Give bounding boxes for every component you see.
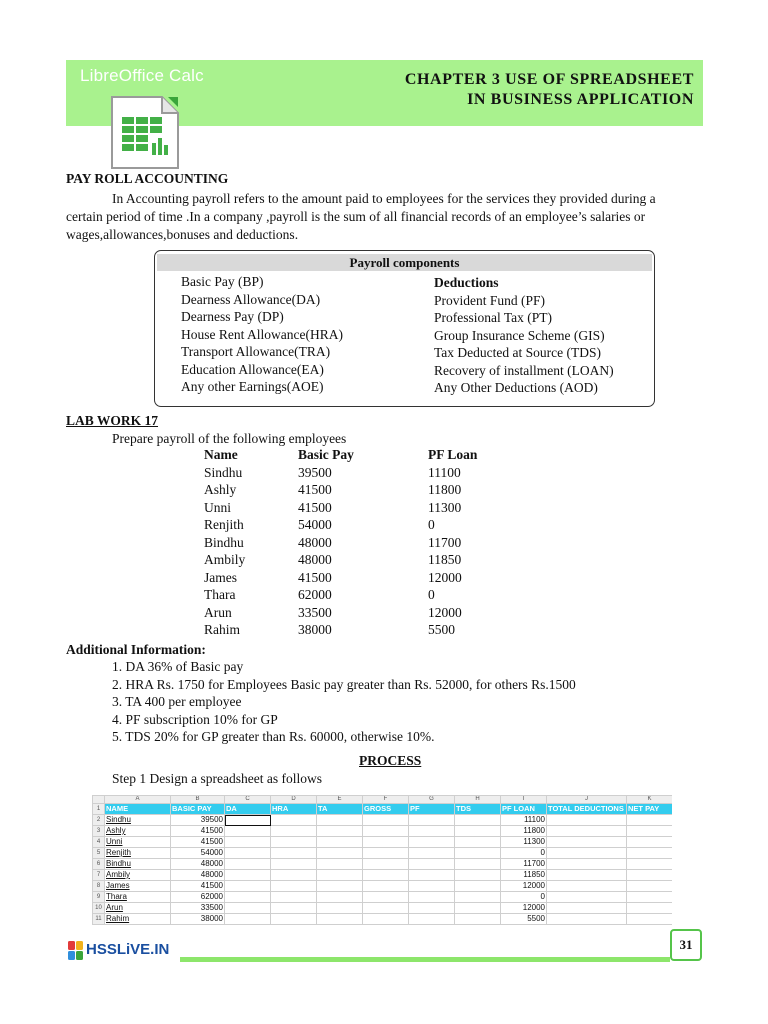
employee-row [204,622,508,640]
employee-row [204,465,508,483]
row-number: 5 [93,848,105,859]
sheet-empty-cell[interactable] [225,837,271,848]
sheet-empty-cell[interactable] [363,859,409,870]
column-letter: B [171,796,225,804]
sheet-empty-cell[interactable] [409,903,455,914]
sheet-empty-cell[interactable] [317,914,363,925]
sheet-row [93,826,673,837]
employee-row [204,517,508,535]
info-item: 5. TDS 20% for GP greater than Rs. 60000, otherwise 10%. [112,729,435,744]
sheet-empty-cell[interactable] [455,892,501,903]
employee-name: Ambily [204,552,246,567]
sheet-empty-cell[interactable] [455,848,501,859]
sheet-empty-cell[interactable] [409,859,455,870]
info-item: 1. DA 36% of Basic pay [112,659,244,674]
column-header-basic-pay: Basic Pay [298,447,354,462]
sheet-empty-cell[interactable] [547,837,627,848]
sheet-name-cell[interactable]: Ashly [105,826,171,837]
spreadsheet-screenshot [92,795,672,926]
row-number: 3 [93,826,105,837]
sheet-empty-cell[interactable] [627,914,673,925]
sheet-name-cell[interactable]: Bindhu [105,859,171,870]
sheet-row [93,837,673,848]
info-item: 2. HRA Rs. 1750 for Employees Basic pay greater than Rs. 52000, for others Rs.1500 [112,676,576,692]
earning-item: Basic Pay (BP) [181,274,264,289]
app-title: LibreOffice Calc [80,66,204,85]
sheet-empty-cell[interactable] [409,914,455,925]
sheet-empty-cell[interactable] [271,859,317,870]
sheet-header-cell[interactable]: PF LOAN [501,804,547,815]
sheet-empty-cell[interactable] [363,848,409,859]
sheet-empty-cell[interactable] [363,815,409,826]
employee-name: James [204,569,237,585]
sheet-row [93,848,673,859]
sheet-name-cell[interactable]: Sindhu [105,815,171,826]
employee-pf-loan: 0 [428,517,435,532]
employee-name: Renjith [204,517,244,532]
deductions-list [434,274,614,397]
sheet-header-cell[interactable]: DA [225,804,271,815]
paragraph-line-2: certain period of time .In a company ,payroll is the sum of all financial records of an employee’s salaries or [66,209,646,224]
employee-name: Unni [204,499,231,515]
column-letter: G [409,796,455,804]
deduction-item: Group Insurance Scheme (GIS) [434,327,605,343]
sheet-row [93,815,673,826]
sheet-header-cell[interactable]: BASIC PAY [171,804,225,815]
sheet-empty-cell[interactable] [271,826,317,837]
sheet-empty-cell[interactable] [627,881,673,892]
sheet-empty-cell[interactable] [317,815,363,826]
sheet-row [93,870,673,881]
info-item: 3. TA 400 per employee [112,694,242,709]
sheet-empty-cell[interactable] [271,815,317,826]
sheet-loan-cell[interactable]: 0 [501,892,547,903]
sheet-row [93,892,673,903]
sheet-empty-cell[interactable] [363,870,409,881]
sheet-empty-cell[interactable] [547,914,627,925]
header-row [93,804,673,815]
sheet-empty-cell[interactable] [317,859,363,870]
deduction-item: Recovery of installment (LOAN) [434,362,614,378]
sheet-basic-cell[interactable]: 54000 [171,848,225,859]
sheet-empty-cell[interactable] [317,881,363,892]
column-letter: H [455,796,501,804]
earning-item: Dearness Allowance(DA) [181,291,321,307]
sheet-basic-cell[interactable]: 41500 [171,826,225,837]
sheet-empty-cell[interactable] [627,859,673,870]
sheet-loan-cell[interactable]: 11100 [501,815,547,826]
sheet-empty-cell[interactable] [409,892,455,903]
sheet-loan-cell[interactable]: 12000 [501,903,547,914]
sheet-empty-cell[interactable] [271,892,317,903]
column-letter: I [501,796,547,804]
paragraph-line-1: In Accounting payroll refers to the amount paid to employees for the services they provided during a [112,191,656,206]
sheet-name-cell[interactable]: Ambily [105,870,171,881]
column-header-pf-loan: PF Loan [428,447,478,462]
employee-pf-loan: 11800 [428,482,462,497]
sheet-empty-cell[interactable] [225,881,271,892]
employee-basic-pay: 39500 [298,464,332,480]
sheet-loan-cell[interactable]: 11700 [501,859,547,870]
sheet-empty-cell[interactable] [271,870,317,881]
sheet-loan-cell[interactable]: 11800 [501,826,547,837]
sheet-name-cell[interactable]: James [105,881,171,892]
sheet-loan-cell[interactable]: 11850 [501,870,547,881]
sheet-empty-cell[interactable] [225,826,271,837]
sheet-empty-cell[interactable] [271,881,317,892]
sheet-header-cell[interactable]: TOTAL DEDUCTIONS [547,804,627,815]
sheet-empty-cell[interactable] [271,914,317,925]
sheet-empty-cell[interactable] [363,881,409,892]
sheet-empty-cell[interactable] [317,870,363,881]
row-number: 9 [93,892,105,903]
chapter-title-line-1: CHAPTER 3 USE OF SPREADSHEET [404,71,694,88]
sheet-empty-cell[interactable] [225,859,271,870]
sheet-name-cell[interactable]: Thara [105,892,171,903]
sheet-empty-cell[interactable] [627,892,673,903]
employee-basic-pay: 48000 [298,552,332,567]
sheet-empty-cell[interactable] [409,881,455,892]
employee-name: Thara [204,587,236,602]
sheet-empty-cell[interactable] [627,837,673,848]
process-title: PROCESS [359,753,422,768]
earning-item: House Rent Allowance(HRA) [181,326,343,342]
sheet-empty-cell[interactable] [363,903,409,914]
sheet-empty-cell[interactable] [317,848,363,859]
sheet-empty-cell[interactable] [547,892,627,903]
sheet-empty-cell[interactable] [225,914,271,925]
row-number: 1 [93,804,105,815]
sheet-header-cell[interactable]: HRA [271,804,317,815]
sheet-name-cell[interactable]: Arun [105,903,171,914]
sheet-empty-cell[interactable] [409,870,455,881]
employee-row [204,552,508,570]
sheet-empty-cell[interactable] [455,859,501,870]
sheet-empty-cell[interactable] [363,914,409,925]
sheet-basic-cell[interactable]: 48000 [171,859,225,870]
employee-name: Bindhu [204,534,244,550]
earning-item: Any other Earnings(AOE) [181,379,324,394]
earning-item: Transport Allowance(TRA) [181,344,331,359]
sheet-empty-cell[interactable] [271,848,317,859]
deduction-item: Provident Fund (PF) [434,292,546,308]
deductions-heading: Deductions [434,275,499,290]
employee-row [204,535,508,553]
employee-basic-pay: 48000 [298,534,332,550]
employee-pf-loan: 0 [428,587,435,602]
employee-row [204,605,508,623]
employee-basic-pay: 41500 [298,499,332,515]
earning-item: Dearness Pay (DP) [181,309,284,324]
footer-site-name: HSSLiVE.IN [86,941,170,958]
sheet-row [93,881,673,892]
sheet-empty-cell[interactable] [455,837,501,848]
deduction-item: Professional Tax (PT) [434,310,553,325]
employee-basic-pay: 41500 [298,482,332,497]
employee-pf-loan: 12000 [428,569,462,585]
deduction-item: Tax Deducted at Source (TDS) [434,345,601,360]
employee-name: Rahim [204,622,240,637]
sheet-empty-cell[interactable] [317,903,363,914]
row-number: 6 [93,859,105,870]
sheet-basic-cell[interactable]: 38000 [171,914,225,925]
employee-table-header [204,447,508,465]
sheet-empty-cell[interactable] [363,837,409,848]
row-number: 10 [93,903,105,914]
chapter-title [405,70,694,110]
sheet-empty-cell[interactable] [627,870,673,881]
employee-pf-loan: 11850 [428,552,462,567]
earning-item: Education Allowance(EA) [181,361,324,377]
sheet-empty-cell[interactable] [455,826,501,837]
sheet-row [93,859,673,870]
sheet-empty-cell[interactable] [547,881,627,892]
sheet-empty-cell[interactable] [225,815,271,826]
lab-work-title: LAB WORK 17 [66,413,159,428]
column-letter: J [547,796,627,804]
page-number: 31 [670,929,702,961]
sheet-empty-cell[interactable] [455,815,501,826]
sheet-header-cell[interactable]: NET PAY [627,804,673,815]
column-letter: K [627,796,673,804]
sheet-header-cell[interactable]: TDS [455,804,501,815]
sheet-empty-cell[interactable] [547,870,627,881]
employee-name: Ashly [204,482,237,497]
sheet-empty-cell[interactable] [409,815,455,826]
employee-name: Sindhu [204,464,243,480]
chapter-title-line-2: IN BUSINESS APPLICATION [467,91,694,108]
sheet-empty-cell[interactable] [363,892,409,903]
sheet-name-cell[interactable]: Unni [105,837,171,848]
column-letter: D [271,796,317,804]
info-item: 4. PF subscription 10% for GP [112,711,278,727]
employee-basic-pay: 33500 [298,604,332,620]
sheet-basic-cell[interactable]: 39500 [171,815,225,826]
sheet-empty-cell[interactable] [317,826,363,837]
sheet-empty-cell[interactable] [455,903,501,914]
sheet-empty-cell[interactable] [271,837,317,848]
sheet-empty-cell[interactable] [547,903,627,914]
sheet-header-cell[interactable]: PF [409,804,455,815]
paragraph-line-3: wages,allowances,bonuses and deductions. [66,227,299,242]
sheet-name-cell[interactable]: Rahim [105,914,171,925]
row-number: 4 [93,837,105,848]
employee-pf-loan: 11700 [428,534,462,550]
sheet-empty-cell[interactable] [455,870,501,881]
footer-line [180,957,670,962]
sheet-empty-cell[interactable] [547,815,627,826]
column-letter: C [225,796,271,804]
employee-basic-pay: 38000 [298,622,332,637]
sheet-loan-cell[interactable]: 12000 [501,881,547,892]
sheet-empty-cell[interactable] [317,892,363,903]
earnings-list [181,273,343,396]
sheet-empty-cell[interactable] [547,826,627,837]
sheet-row [93,903,673,914]
additional-info-list [112,658,576,746]
sheet-basic-cell[interactable]: 62000 [171,892,225,903]
sheet-basic-cell[interactable]: 48000 [171,870,225,881]
sheet-empty-cell[interactable] [225,903,271,914]
column-letter: E [317,796,363,804]
sheet-empty-cell[interactable] [271,903,317,914]
employee-pf-loan: 11300 [428,499,462,515]
employee-basic-pay: 62000 [298,587,332,602]
column-letter-row [93,796,673,804]
sheet-loan-cell[interactable]: 11300 [501,837,547,848]
lab-instruction: Prepare payroll of the following employees [112,431,347,446]
employee-basic-pay: 41500 [298,569,332,585]
deduction-item: Any Other Deductions (AOD) [434,380,598,395]
sheet-row [93,914,673,925]
sheet-loan-cell[interactable]: 5500 [501,914,547,925]
sheet-basic-cell[interactable]: 41500 [171,881,225,892]
additional-info-title: Additional Information: [66,642,206,657]
sheet-header-cell[interactable]: GROSS [363,804,409,815]
sheet-empty-cell[interactable] [627,848,673,859]
employee-pf-loan: 12000 [428,604,462,620]
column-letter: F [363,796,409,804]
sheet-basic-cell[interactable]: 33500 [171,903,225,914]
sheet-empty-cell[interactable] [225,892,271,903]
payroll-components-heading: Payroll components [157,254,652,271]
sheet-empty-cell[interactable] [409,837,455,848]
row-number: 8 [93,881,105,892]
employee-row [204,482,508,500]
sheet-empty-cell[interactable] [547,859,627,870]
sheet-header-cell[interactable]: TA [317,804,363,815]
sheet-empty-cell[interactable] [363,826,409,837]
sheet-empty-cell[interactable] [317,837,363,848]
sheet-empty-cell[interactable] [455,914,501,925]
employee-row [204,587,508,605]
sheet-loan-cell[interactable]: 0 [501,848,547,859]
sheet-empty-cell[interactable] [225,870,271,881]
section-title: PAY ROLL ACCOUNTING [66,171,229,186]
step-1-text: Step 1 Design a spreadsheet as follows [112,771,322,786]
employee-pf-loan: 5500 [428,622,455,637]
sheet-empty-cell[interactable] [627,815,673,826]
sheet-basic-cell[interactable]: 41500 [171,837,225,848]
sheet-name-cell[interactable]: Renjith [105,848,171,859]
sheet-empty-cell[interactable] [455,881,501,892]
employee-basic-pay: 54000 [298,517,332,532]
column-letter: A [105,796,171,804]
sheet-empty-cell[interactable] [627,903,673,914]
sheet-header-cell[interactable]: NAME [105,804,171,815]
sheet-empty-cell[interactable] [547,848,627,859]
row-number: 11 [93,914,105,925]
employee-row [204,570,508,588]
row-number: 2 [93,815,105,826]
row-number: 7 [93,870,105,881]
sheet-empty-cell[interactable] [627,826,673,837]
employee-name: Arun [204,604,232,620]
employee-table [204,447,508,640]
employee-pf-loan: 11100 [428,464,461,480]
corner-cell [93,796,105,804]
column-header-name: Name [204,447,238,462]
sheet-empty-cell[interactable] [225,848,271,859]
sheet-empty-cell[interactable] [409,826,455,837]
employee-row [204,500,508,518]
libreoffice-calc-icon [108,95,180,170]
payroll-components-box [154,250,655,407]
sheet-empty-cell[interactable] [409,848,455,859]
